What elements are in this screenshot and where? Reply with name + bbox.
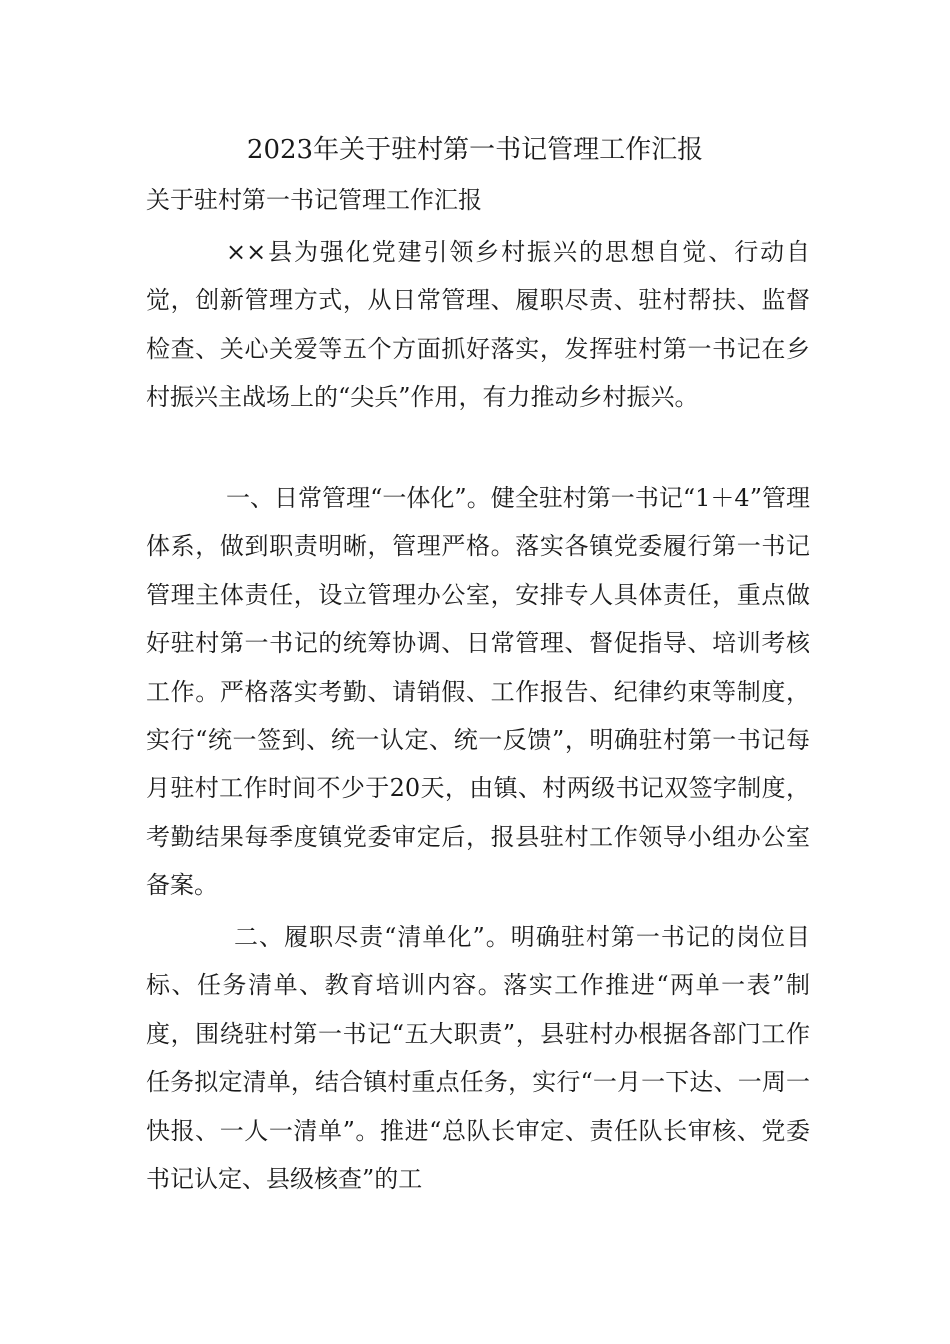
document-subtitle: 关于驻村第一书记管理工作汇报 <box>146 186 482 214</box>
paragraph-intro: ××县为强化党建引领乡村振兴的思想自觉、行动自觉，创新管理方式，从日常管理、履职尽责、驻村帮扶、监督检查、关心关爱等五个方面抓好落实，发挥驻村第一书记在乡村振兴主战场上的“尖兵”作用，有力推动乡村振兴。 <box>146 238 810 412</box>
document-title: 2023年关于驻村第一书记管理工作汇报 <box>246 135 704 165</box>
paragraph-duty-checklist: 二、履职尽责“清单化”。明确驻村第一书记的岗位目标、任务清单、教育培训内容。落实工作推进“两单一表”制度，围绕驻村第一书记“五大职责”，县驻村办根据各部门工作任务拟定清单，结合镇村重点任务，实行“一月一下达、一周一快报、一人一清单”。推进“总队长审定、责任队长审核、党委书记认定、县级核查”的工 <box>146 923 810 1194</box>
paragraph-daily-management: 一、日常管理“一体化”。健全驻村第一书记“1＋4”管理体系，做到职责明晰，管理严格。落实各镇党委履行第一书记管理主体责任，设立管理办公室，安排专人具体责任，重点做好驻村第一书记的统筹协调、日常管理、督促指导、培训考核工作。严格落实考勤、请销假、工作报告、纪律约束等制度，实行“统一签到、统一认定、统一反馈”，明确驻村第一书记每月驻村工作时间不少于20天，由镇、村两级书记双签字制度，考勤结果每季度镇党委审定后，报县驻村工作领导小组办公室备案。 <box>146 484 810 900</box>
